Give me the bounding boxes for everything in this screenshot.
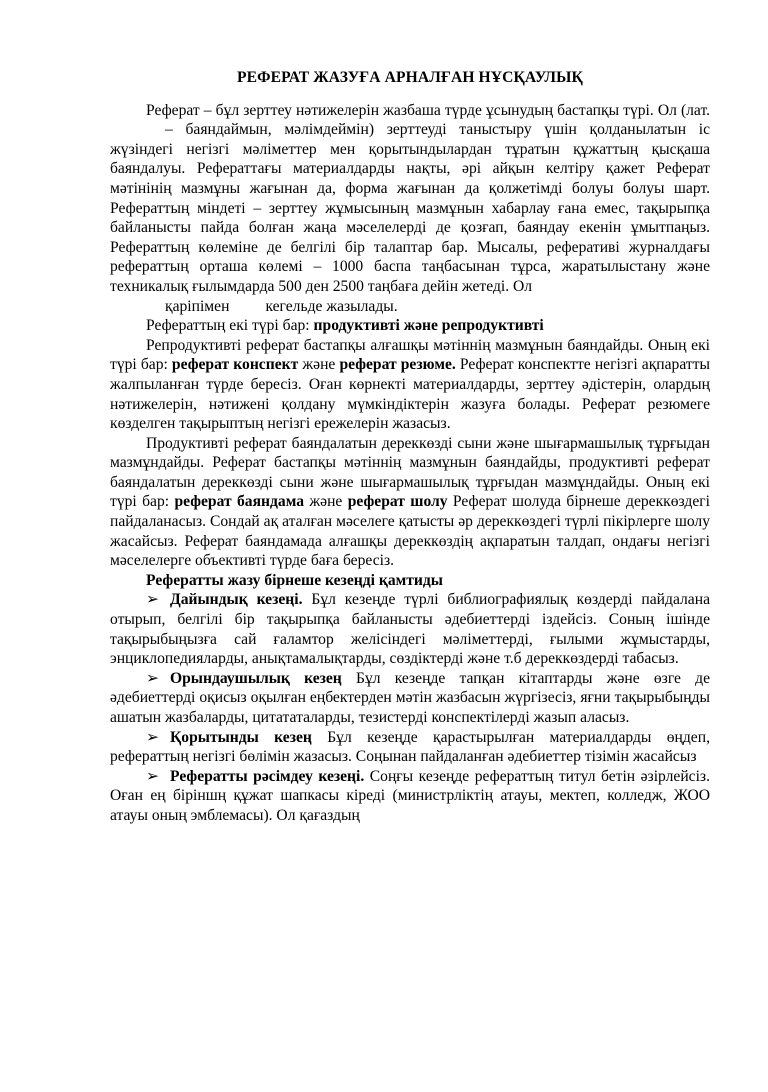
paragraph-definition-part-1: Реферат – бұл зерттеу нәтижелерін жазбаша түрде ұсынудың бастапқы түрі. Ол (лат. — [146, 101, 710, 119]
stage-item — [110, 590, 710, 668]
productive-text-2: және — [304, 493, 348, 511]
reproductive-text-1: Репродуктивті реферат бастапқы алғашқы мәтіннің мазмұнын баяндайды. Оның екі түрі бар: — [110, 336, 710, 374]
reproductive-text-3: Реферат конспектте негізгі ақпаратты жалпыланған түрде бересіз. Оған көрнекті материалдарды, зерттеу әдістерін, олардың нәтижелерін, нәтижені қолдану мүмкіндіктерін жазуға болады. Реферат резюмеге көзделген тақырыптың негізгі ережелерін жазасыз. — [110, 356, 710, 433]
reproductive-bold-1: реферат конспект — [171, 356, 299, 374]
paragraph-definition — [110, 101, 710, 317]
paragraph-productive — [110, 434, 710, 571]
stage-name: Қорытынды кезең — [170, 728, 312, 746]
stage-name: Дайындық кезеңі. — [170, 591, 303, 609]
productive-text-3: Реферат шолуда бірнеше дереккөздегі пайдаланасыз. Сондай ақ аталған мәселеге қатысты әр дереккөздегі түрлі пікірлерге шолу жасайсыз. Реферат баяндамада алғашқы дереккөздің ақпаратын талдап, ондағы негізгі мәселелерге объективті түрде баға бересіз. — [110, 493, 711, 570]
reproductive-text-2: және — [298, 356, 340, 374]
stage-item — [110, 669, 710, 728]
types-bold: продуктивті және репродуктивті — [313, 317, 544, 335]
stage-item — [110, 767, 710, 826]
productive-text-1: Продуктивті реферат баяндалатын дереккөзді сыни және шығармашылық тұрғыдан мазмұндайды. Реферат бастапқы мәтіннің мазмұнын баяндайды, продуктивті реферат баяндалатын дереккөзді сыни және шығармашылық тұрғыдан мазмұндайды. Оның екі түрі бар: — [110, 434, 710, 511]
paragraph-definition-size: кегельде жазылады. — [265, 297, 398, 315]
paragraph-reproductive — [110, 336, 710, 434]
arrow-bullet-icon: ➢ — [146, 728, 160, 746]
paragraph-types — [110, 316, 710, 336]
arrow-bullet-icon: ➢ — [146, 767, 160, 785]
types-intro: Рефераттың екі түрі бар: — [146, 317, 314, 335]
document-title: РЕФЕРАТ ЖАЗУҒА АРНАЛҒАН НҰСҚАУЛЫҚ — [237, 69, 583, 86]
reproductive-bold-2: реферат резюме. — [339, 356, 456, 374]
stage-text: Бұл кезеңде түрлі библиографиялық көздерді пайдалана отырып, белгілі бір тақырыпқа байланысты әдебиеттерді іздейсіз. Соның ішінде тақырыбыңызға сай ғаламтор желісіндегі мәліметтерді, ғылыми жұмыстарды, энциклопедияларды, анықтамалықтарды, сөздіктерді және т.б дереккөздерді табасыз. — [110, 591, 710, 668]
stages-heading-text: Рефератты жазу бірнеше кезеңді қамтиды — [146, 571, 443, 589]
stage-text: Соңғы кезеңде рефераттың титул бетін әзірлейсіз. Оған ең біріншң құжат шапкасы кіреді (министрліктің атауы, мектеп, колледж, ЖОО атауы оның эмблемасы). Ол қағаздың — [110, 767, 710, 824]
paragraph-definition-font: қаріпімен — [165, 297, 230, 315]
arrow-bullet-icon: ➢ — [146, 591, 160, 609]
document-page — [0, 68, 768, 1092]
stages-heading — [110, 571, 710, 591]
productive-bold-1: реферат баяндама — [174, 493, 305, 511]
stage-item — [110, 728, 710, 767]
stage-text: Бұл кезеңде қарастырылған материалдарды өңдеп, рефераттың негізгі бөлімін жазасыз. Соңынан пайдаланған әдебиеттер тізімін жасайсыз — [110, 728, 710, 766]
arrow-bullet-icon: ➢ — [146, 669, 160, 687]
stage-name: Орындаушылық кезең — [170, 669, 342, 687]
paragraph-definition-part-2: – баяндаймын, мәлімдеймін) зерттеуді таныстыру үшін қолданылатын іс жүзіндегі негізгі мәліметтер мен қорытындылардан тұратын құжаттың қысқаша баяндалуы. Рефераттағы материалдарды нақты, әрі айқын келтіру қажет Реферат мәтінінің мазмұны жағынан да, форма жағынан да қолжетімді болуы болуы шарт. Рефераттың міндеті – зерттеу жұмысының мазмұнын хабарлау ғана емес, тақырыпқа байланысты пайда болған жаңа мәселелерді де қозғап, баяндау екенін ұмытпаңыз. Рефераттың көлеміне де белгілі бір талаптар бар. Мысалы, реферативі журналдағы рефераттың орташа көлемі – 1000 баспа таңбасынан тұрса, жаратылыстану және техникалық ғылымдарда 500 ден 2500 таңбаға дейін жетеді. Ол — [110, 121, 710, 295]
stage-name: Рефератты рәсімдеу кезеңі. — [170, 767, 365, 785]
stage-text: Бұл кезеңде тапқан кітаптарды және өзге де әдебиеттерді оқисыз оқылған еңбектерден мәтін жазбасын жүргізесіз, яғни тақырыбыңды ашатын жазбаларды, цитататаларды, тезистерді конспектілерді жазып аласыз. — [110, 669, 710, 726]
productive-bold-2: реферат шолу — [347, 493, 448, 511]
